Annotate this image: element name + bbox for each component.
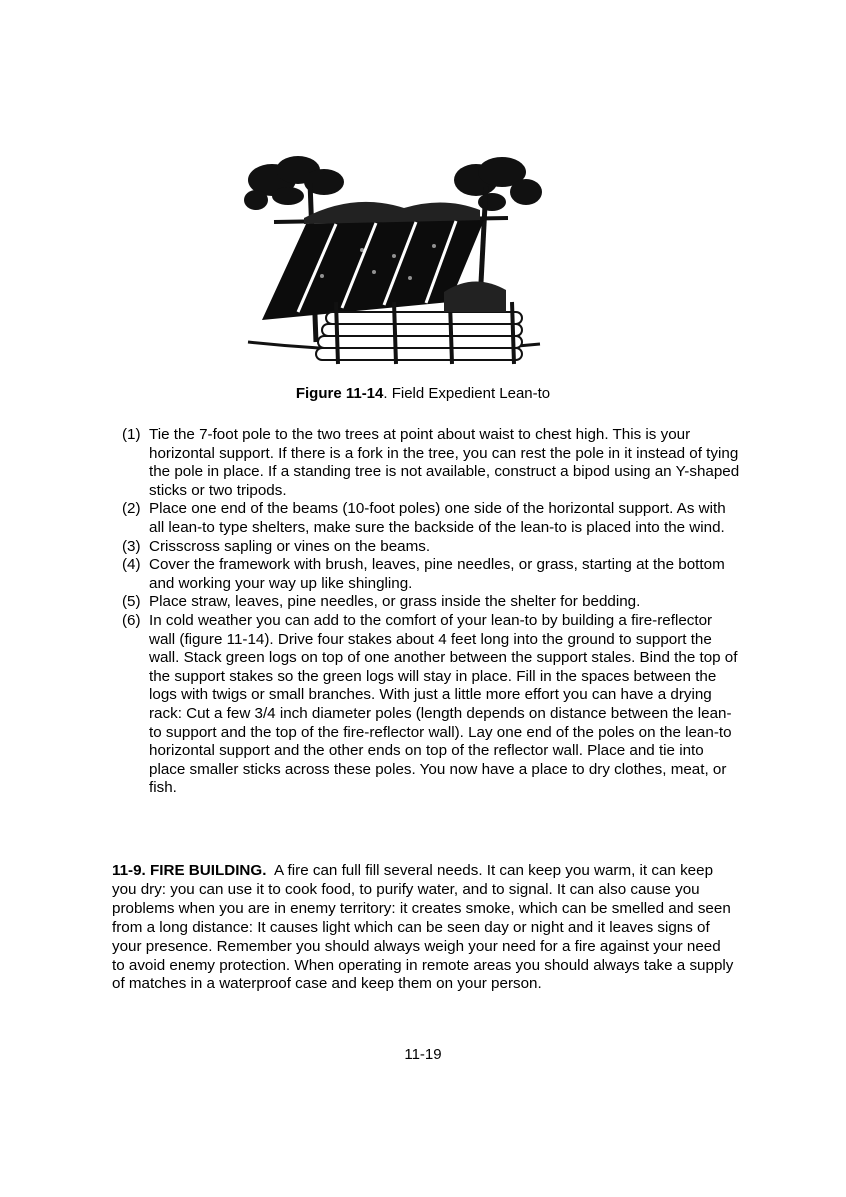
step-number: (2) — [122, 500, 141, 518]
figure-label: Figure 11-14 — [295, 385, 384, 402]
step-number: (1) — [122, 426, 141, 443]
step-number: (3) — [122, 537, 141, 555]
step-text: In cold weather you can add to the comfort of your lean-to by building a fire-reflector wall (figure 11-14). Drive four stakes about 4 feet long into the ground to support the wall. Stack green logs on top of one another between the support stales. Bind the top of the support stakes so the green logs will stay in place. Fill in the spaces between the logs with twigs or small branches. With just a little more effort you can have a drying rack: Cut a few 3/4 inch diameter poles (length depends on distance between the lean-to support and the top of the fire-reflector wall). Lay one end of the poles on the lean-to horizontal support and the other ends on top of the reflector wall. Place and tie into place smaller sticks across these poles. You now have a place to dry clothes, meat, or fish. — [149, 611, 738, 797]
section-heading: 11-9. FIRE BUILDING. — [112, 862, 267, 879]
step-text: Crisscross sapling or vines on the beams. — [149, 537, 431, 555]
list-item — [122, 426, 742, 500]
list-item — [122, 500, 742, 537]
list-item — [122, 538, 742, 557]
lean-to-illustration — [244, 152, 544, 374]
fire-building-section — [112, 862, 734, 994]
figure-caption-text: . Field Expedient Lean-to — [383, 385, 551, 402]
steps-list — [122, 426, 742, 798]
step-text: Cover the framework with brush, leaves, pine needles, or grass, starting at the bottom and working your way up like shingling. — [149, 556, 725, 592]
step-text: Place straw, leaves, pine needles, or grass inside the shelter for bedding. — [149, 593, 641, 611]
list-item — [122, 593, 742, 612]
step-text: Place one end of the beams (10-foot poles) one side of the horizontal support. As with all lean-to type shelters, make sure the backside of the lean-to is placed into the wind. — [149, 500, 726, 536]
figure-caption — [0, 384, 846, 403]
list-item — [122, 556, 742, 593]
step-number: (5) — [122, 593, 141, 611]
step-number: (6) — [122, 611, 141, 629]
step-number: (4) — [122, 556, 141, 574]
step-text: Tie the 7-foot pole to the two trees at point about waist to chest high. This is your horizontal support. If there is a fork in the tree, you can rest the pole in it instead of tying the pole in place. If a standing tree is not available, construct a bipod using an Y-shaped sticks or two tripods. — [149, 426, 740, 499]
page-number: 11-19 — [404, 1046, 442, 1063]
section-body: A fire can full fill several needs. It can keep you warm, it can keep you dry: you can use it to cook food, to purify water, and to signal. It can also cause you problems when you are in enemy territory: it creates smoke, which can be smelled and seen from a long distance: It causes light which can be seen day or night and it leaves signs of your presence. Remember you should always weigh your need for a fire against your need to avoid enemy protection. When operating in remote areas you should always take a supply of matches in a waterproof case and keep them on your person. — [112, 862, 734, 993]
list-item — [122, 612, 742, 798]
